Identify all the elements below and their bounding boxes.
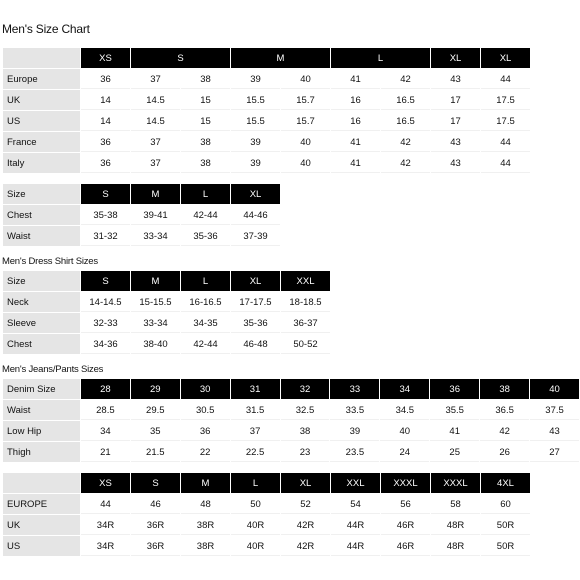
table-cell: 60 bbox=[481, 494, 530, 514]
table-cell: 16-16.5 bbox=[181, 292, 230, 312]
row-label: Waist bbox=[3, 226, 80, 246]
table-cell: 32.5 bbox=[281, 400, 330, 420]
header-row bbox=[3, 184, 280, 204]
table-cell: 15.7 bbox=[281, 90, 330, 110]
table-cell: 34-36 bbox=[81, 334, 130, 354]
table-cell: 16 bbox=[331, 90, 380, 110]
table-cell: 33.5 bbox=[330, 400, 379, 420]
table-row bbox=[3, 494, 530, 514]
table-cell: 46-48 bbox=[231, 334, 280, 354]
table-cell: 41 bbox=[331, 153, 380, 173]
table-cell: 37 bbox=[131, 153, 180, 173]
row-label: Thigh bbox=[3, 442, 80, 462]
table-cell: 38 bbox=[181, 153, 230, 173]
table-cell: 42-44 bbox=[181, 205, 230, 225]
table-cell: 46R bbox=[381, 536, 430, 556]
header-cell: 4XL bbox=[481, 473, 530, 493]
table-cell: 40 bbox=[281, 153, 330, 173]
header-cell: 28 bbox=[81, 379, 130, 399]
table-cell: 42 bbox=[480, 421, 529, 441]
header-cell: S bbox=[131, 473, 180, 493]
table-cell: 38 bbox=[181, 132, 230, 152]
table-cell: 16.5 bbox=[381, 111, 430, 131]
table-cell: 50 bbox=[231, 494, 280, 514]
table-cell: 24 bbox=[380, 442, 429, 462]
table-cell: 14.5 bbox=[131, 111, 180, 131]
row-label: EUROPE bbox=[3, 494, 80, 514]
table-cell: 33-34 bbox=[131, 313, 180, 333]
table-cell: 42 bbox=[381, 132, 430, 152]
table-cell: 36 bbox=[181, 421, 230, 441]
table-row bbox=[3, 90, 530, 110]
table-cell: 21 bbox=[81, 442, 130, 462]
table-cell: 34-35 bbox=[181, 313, 230, 333]
table-cell: 41 bbox=[331, 69, 380, 89]
header-cell: 40 bbox=[530, 379, 579, 399]
table-cell: 23 bbox=[281, 442, 330, 462]
table-cell: 38 bbox=[181, 69, 230, 89]
table-cell: 36 bbox=[81, 69, 130, 89]
dress-shirt-rows bbox=[3, 271, 330, 354]
header-cell: 31 bbox=[231, 379, 280, 399]
intl-size-table bbox=[2, 47, 531, 174]
table-cell: 42R bbox=[281, 515, 330, 535]
table-row bbox=[3, 292, 330, 312]
header-cell: S bbox=[81, 184, 130, 204]
table-cell: 16 bbox=[331, 111, 380, 131]
table-row bbox=[3, 226, 280, 246]
row-label: Europe bbox=[3, 69, 80, 89]
table-cell: 52 bbox=[281, 494, 330, 514]
header-cell: XS bbox=[81, 473, 130, 493]
table-cell: 36.5 bbox=[480, 400, 529, 420]
table-cell: 29.5 bbox=[131, 400, 180, 420]
header-cell: M bbox=[131, 271, 180, 291]
table-cell: 37 bbox=[131, 69, 180, 89]
header-cell: 34 bbox=[380, 379, 429, 399]
table-cell: 22.5 bbox=[231, 442, 280, 462]
table-row bbox=[3, 442, 579, 462]
table-cell: 14 bbox=[81, 111, 130, 131]
table-cell: 28.5 bbox=[81, 400, 130, 420]
header-cell: M bbox=[231, 48, 330, 68]
table-cell: 44 bbox=[481, 69, 530, 89]
dress-shirt-title: Men's Dress Shirt Sizes bbox=[2, 256, 98, 267]
table-cell: 34 bbox=[81, 421, 130, 441]
table-cell: 36 bbox=[81, 153, 130, 173]
table-row bbox=[3, 69, 530, 89]
table-cell: 39 bbox=[231, 153, 280, 173]
row-label: UK bbox=[3, 90, 80, 110]
header-row bbox=[3, 473, 530, 493]
table-cell: 15 bbox=[181, 90, 230, 110]
jeans-table bbox=[2, 378, 580, 463]
table-row bbox=[3, 132, 530, 152]
table-cell: 31-32 bbox=[81, 226, 130, 246]
table-cell: 38R bbox=[181, 536, 230, 556]
table-cell: 35 bbox=[131, 421, 180, 441]
table-cell: 30.5 bbox=[181, 400, 230, 420]
row-label: UK bbox=[3, 515, 80, 535]
row-label: Sleeve bbox=[3, 313, 80, 333]
header-cell: L bbox=[231, 473, 280, 493]
header-cell: XL bbox=[281, 473, 330, 493]
table-cell: 39-41 bbox=[131, 205, 180, 225]
table-cell: 32-33 bbox=[81, 313, 130, 333]
table-cell: 44-46 bbox=[231, 205, 280, 225]
table-cell: 15-15.5 bbox=[131, 292, 180, 312]
table-row bbox=[3, 421, 579, 441]
table-cell: 36R bbox=[131, 536, 180, 556]
table-cell: 44R bbox=[331, 515, 380, 535]
header-cell: L bbox=[181, 184, 230, 204]
table-cell: 41 bbox=[430, 421, 479, 441]
header-label: Denim Size bbox=[3, 379, 80, 399]
table-cell: 34R bbox=[81, 536, 130, 556]
table-cell: 37 bbox=[131, 132, 180, 152]
table-cell: 34R bbox=[81, 515, 130, 535]
table-cell: 17.5 bbox=[481, 111, 530, 131]
table-cell: 50R bbox=[481, 536, 530, 556]
table-cell: 14.5 bbox=[131, 90, 180, 110]
table-cell: 40 bbox=[281, 132, 330, 152]
table-cell: 36 bbox=[81, 132, 130, 152]
table-cell: 42 bbox=[381, 69, 430, 89]
table-cell: 48R bbox=[431, 515, 480, 535]
row-label: Waist bbox=[3, 400, 80, 420]
header-cell: XS bbox=[81, 48, 130, 68]
table-cell: 23.5 bbox=[330, 442, 379, 462]
header-cell: M bbox=[181, 473, 230, 493]
table-cell: 39 bbox=[330, 421, 379, 441]
table-cell: 56 bbox=[381, 494, 430, 514]
table-cell: 14-14.5 bbox=[81, 292, 130, 312]
table-cell: 40R bbox=[231, 536, 280, 556]
dress-shirt-table bbox=[2, 270, 331, 355]
header-cell: S bbox=[81, 271, 130, 291]
table-cell: 22 bbox=[181, 442, 230, 462]
row-label: Low Hip bbox=[3, 421, 80, 441]
table-cell: 39 bbox=[231, 132, 280, 152]
table-cell: 43 bbox=[431, 132, 480, 152]
table-cell: 33-34 bbox=[131, 226, 180, 246]
header-row bbox=[3, 271, 330, 291]
table-row bbox=[3, 334, 330, 354]
table-cell: 54 bbox=[331, 494, 380, 514]
header-cell: XXL bbox=[281, 271, 330, 291]
header-cell: XXXL bbox=[381, 473, 430, 493]
header-corner bbox=[3, 48, 80, 68]
table-cell: 36R bbox=[131, 515, 180, 535]
page-title: Men's Size Chart bbox=[2, 22, 90, 36]
table-cell: 35-38 bbox=[81, 205, 130, 225]
table-cell: 42 bbox=[381, 153, 430, 173]
table-cell: 39 bbox=[231, 69, 280, 89]
table-cell: 46R bbox=[381, 515, 430, 535]
table-row bbox=[3, 515, 530, 535]
table-cell: 16.5 bbox=[381, 90, 430, 110]
header-cell: 29 bbox=[131, 379, 180, 399]
table-cell: 58 bbox=[431, 494, 480, 514]
table-cell: 17-17.5 bbox=[231, 292, 280, 312]
body-size-table bbox=[2, 183, 281, 247]
row-label: Neck bbox=[3, 292, 80, 312]
header-cell: XL bbox=[231, 271, 280, 291]
table-cell: 17.5 bbox=[481, 90, 530, 110]
row-label: France bbox=[3, 132, 80, 152]
table-cell: 43 bbox=[530, 421, 579, 441]
header-cell: XL bbox=[431, 48, 480, 68]
row-label: Chest bbox=[3, 205, 80, 225]
header-cell: XL bbox=[481, 48, 530, 68]
table-cell: 18-18.5 bbox=[281, 292, 330, 312]
table-row bbox=[3, 400, 579, 420]
table-cell: 48R bbox=[431, 536, 480, 556]
intl-body bbox=[3, 69, 530, 173]
body-rows bbox=[3, 184, 280, 246]
header-cell: L bbox=[331, 48, 430, 68]
table-cell: 44R bbox=[331, 536, 380, 556]
table-cell: 44 bbox=[81, 494, 130, 514]
table-cell: 37.5 bbox=[530, 400, 579, 420]
header-label: Size bbox=[3, 271, 80, 291]
table-cell: 31.5 bbox=[231, 400, 280, 420]
table-cell: 38-40 bbox=[131, 334, 180, 354]
header-cell: M bbox=[131, 184, 180, 204]
table-row bbox=[3, 111, 530, 131]
table-cell: 41 bbox=[331, 132, 380, 152]
jeans-title: Men's Jeans/Pants Sizes bbox=[2, 364, 104, 375]
table-cell: 17 bbox=[431, 90, 480, 110]
table-cell: 42-44 bbox=[181, 334, 230, 354]
table-cell: 15.7 bbox=[281, 111, 330, 131]
header-cell: 38 bbox=[480, 379, 529, 399]
table-cell: 40 bbox=[281, 69, 330, 89]
table-cell: 43 bbox=[431, 153, 480, 173]
table-cell: 38R bbox=[181, 515, 230, 535]
header-label bbox=[3, 473, 80, 493]
header-cell: XXXL bbox=[431, 473, 480, 493]
header-cell: L bbox=[181, 271, 230, 291]
row-label: US bbox=[3, 111, 80, 131]
table-cell: 14 bbox=[81, 90, 130, 110]
table-cell: 37-39 bbox=[231, 226, 280, 246]
table-cell: 15 bbox=[181, 111, 230, 131]
table-cell: 40 bbox=[380, 421, 429, 441]
header-row bbox=[3, 379, 579, 399]
table-cell: 40R bbox=[231, 515, 280, 535]
table-row bbox=[3, 536, 530, 556]
table-cell: 35-36 bbox=[231, 313, 280, 333]
intl-header-row bbox=[3, 48, 530, 68]
table-cell: 15.5 bbox=[231, 90, 280, 110]
row-label: US bbox=[3, 536, 80, 556]
header-cell: XXL bbox=[331, 473, 380, 493]
table-row bbox=[3, 313, 330, 333]
header-cell: XL bbox=[231, 184, 280, 204]
table-cell: 17 bbox=[431, 111, 480, 131]
table-cell: 34.5 bbox=[380, 400, 429, 420]
table-cell: 43 bbox=[431, 69, 480, 89]
row-label: Chest bbox=[3, 334, 80, 354]
table-cell: 37 bbox=[231, 421, 280, 441]
table-cell: 50R bbox=[481, 515, 530, 535]
table-cell: 46 bbox=[131, 494, 180, 514]
header-cell: 32 bbox=[281, 379, 330, 399]
table-cell: 21.5 bbox=[131, 442, 180, 462]
table-row bbox=[3, 205, 280, 225]
table-cell: 36-37 bbox=[281, 313, 330, 333]
header-label: Size bbox=[3, 184, 80, 204]
header-cell: S bbox=[131, 48, 230, 68]
suit-size-table bbox=[2, 472, 531, 557]
table-cell: 48 bbox=[181, 494, 230, 514]
suit-rows bbox=[3, 473, 530, 556]
header-cell: 36 bbox=[430, 379, 479, 399]
table-cell: 42R bbox=[281, 536, 330, 556]
table-cell: 15.5 bbox=[231, 111, 280, 131]
table-row bbox=[3, 153, 530, 173]
header-cell: 33 bbox=[330, 379, 379, 399]
table-cell: 35.5 bbox=[430, 400, 479, 420]
header-cell: 30 bbox=[181, 379, 230, 399]
jeans-rows bbox=[3, 379, 579, 462]
table-cell: 44 bbox=[481, 132, 530, 152]
table-cell: 38 bbox=[281, 421, 330, 441]
table-cell: 50-52 bbox=[281, 334, 330, 354]
table-cell: 35-36 bbox=[181, 226, 230, 246]
table-cell: 44 bbox=[481, 153, 530, 173]
table-cell: 27 bbox=[530, 442, 579, 462]
table-cell: 26 bbox=[480, 442, 529, 462]
row-label: Italy bbox=[3, 153, 80, 173]
table-cell: 25 bbox=[430, 442, 479, 462]
